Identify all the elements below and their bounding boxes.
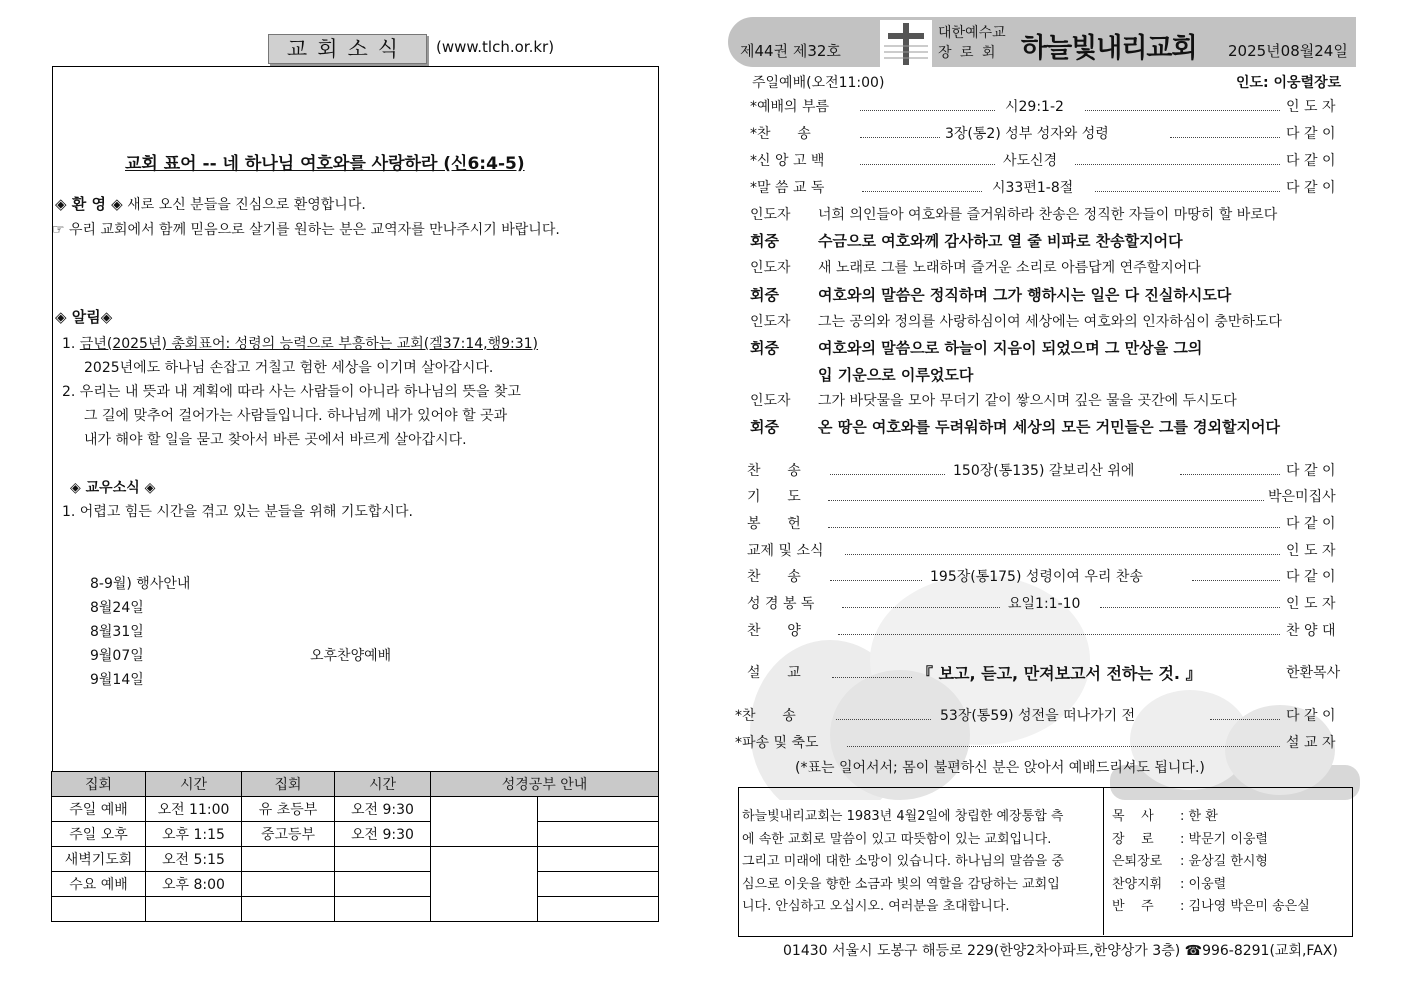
order-by: 다 같 이 <box>1286 153 1336 169</box>
table-row <box>52 897 659 922</box>
order-label: *말 씀 교 독 <box>750 180 825 196</box>
leader-dots <box>1075 164 1280 165</box>
staff-row <box>1112 806 1310 829</box>
order-label: 기 도 <box>747 489 801 505</box>
table-row <box>52 872 659 897</box>
order-by: 다 같 이 <box>1286 463 1336 479</box>
order-by: 설 교 자 <box>1286 735 1336 751</box>
reading-text: 그는 공의와 정의를 사랑하심이여 세상에는 여호와의 인자하심이 충만하도다 <box>818 314 1282 330</box>
leader-dots <box>1180 474 1280 475</box>
intro-line: 니다. 안심하고 오십시오. 여러분을 초대합니다. <box>742 899 1010 914</box>
table-header: 시간 <box>146 772 242 797</box>
table-cell <box>52 897 146 922</box>
order-label: *신 앙 고 백 <box>750 153 825 169</box>
reading-role: 회중 <box>750 339 779 357</box>
order-content: 사도신경 <box>1003 153 1058 169</box>
leader-dots <box>1100 607 1280 608</box>
table-cell <box>538 822 659 847</box>
order-label: *찬 송 <box>735 708 796 724</box>
staff-row <box>1112 896 1310 919</box>
event-date: 8월31일 <box>90 624 144 640</box>
table-cell: 오전 5:15 <box>146 847 242 872</box>
order-by: 박은미집사 <box>1268 489 1336 505</box>
reading-role: 인도자 <box>750 393 791 409</box>
order-content: 시33편1-8절 <box>992 180 1074 196</box>
table-cell: 오후 1:15 <box>146 822 242 847</box>
table-cell: 새벽기도회 <box>52 847 146 872</box>
table-cell <box>538 797 659 822</box>
order-by: 다 같 이 <box>1286 708 1336 724</box>
order-content: 3장(통2) 성부 성자와 성령 <box>945 126 1109 142</box>
notice-heading: ◈ 알림◈ <box>55 308 113 326</box>
member-news-heading: ◈ 교우소식 ◈ <box>70 480 156 496</box>
notice-item-1 <box>62 333 538 353</box>
leader-dots <box>1095 191 1280 192</box>
table-cell: 수요 예배 <box>52 872 146 897</box>
order-content: 시29:1-2 <box>1005 99 1064 115</box>
staff-list <box>1112 806 1310 919</box>
table-row <box>52 847 659 872</box>
order-label: 봉 헌 <box>747 516 801 532</box>
leader-dots <box>828 527 1280 528</box>
bulletin-date: 2025년08월24일 <box>1228 42 1348 60</box>
order-label: 찬 송 <box>747 569 801 585</box>
order-by: 인 도 자 <box>1286 596 1336 612</box>
sermon-preacher: 한환목사 <box>1286 665 1341 681</box>
order-by: 인 도 자 <box>1286 99 1336 115</box>
reading-role: 인도자 <box>750 207 791 223</box>
order-by: 다 같 이 <box>1286 516 1336 532</box>
order-by: 다 같 이 <box>1286 569 1336 585</box>
leader-dots <box>862 191 982 192</box>
leader-dots <box>828 500 1264 501</box>
sermon-label: 설 교 <box>747 665 801 681</box>
staff-role: 장 로 <box>1112 831 1154 847</box>
leader-dots <box>860 164 995 165</box>
notice-item-2-line3: 내가 해야 할 일을 묻고 찾아서 바른 곳에서 바르게 살아갑시다. <box>84 432 467 448</box>
reading-text: 여호와의 말씀으로 하늘이 지음이 되었으며 그 만상을 그의 <box>818 339 1203 357</box>
intro-line: 그리고 미래에 대한 소망이 있습니다. 하나님의 말씀을 중 <box>742 854 1064 869</box>
table-cell: 주일 예배 <box>52 797 146 822</box>
leader-dots <box>1192 580 1280 581</box>
table-cell <box>335 872 431 897</box>
staff-names: : 이웅렬 <box>1180 876 1227 892</box>
welcome-heading: ◈ 환 영 ◈ <box>55 195 123 213</box>
table-cell <box>242 897 335 922</box>
table-header: 집회 <box>52 772 146 797</box>
volume-number: 제44권 제32호 <box>740 42 841 60</box>
sermon-title: 『 보고, 듣고, 만져보고서 전하는 것. 』 <box>917 664 1202 683</box>
order-content: 요일1:1-10 <box>1008 596 1081 612</box>
leader-dots <box>830 580 922 581</box>
order-by: 다 같 이 <box>1286 180 1336 196</box>
denomination-line1: 대한예수교 <box>938 25 1006 41</box>
table-header-row <box>52 772 659 797</box>
member-news-item: 1. 어렵고 힘든 시간을 겪고 있는 분들을 위해 기도합시다. <box>62 504 413 520</box>
table-cell: 오전 9:30 <box>335 797 431 822</box>
table-header: 성경공부 안내 <box>431 772 659 797</box>
reading-role: 회중 <box>750 418 779 436</box>
denomination-line2: 장 로 회 <box>938 45 998 61</box>
table-row <box>52 797 659 822</box>
leader-dots <box>860 137 940 138</box>
staff-names: : 김나영 박은미 송은실 <box>1180 899 1310 914</box>
church-address: 01430 서울시 도봉구 해등로 229(한양2차아파트,한양상가 3층) ☎996-8291(교회,FAX) <box>783 943 1338 959</box>
leader-dots <box>832 677 912 678</box>
staff-role: 은퇴장로 <box>1112 854 1163 869</box>
table-cell <box>242 872 335 897</box>
order-label: 교제 및 소식 <box>747 543 824 559</box>
table-cell <box>431 847 538 922</box>
reading-text: 온 땅은 여호와를 두려워하며 세상의 모든 거민들은 그를 경외할지어다 <box>818 418 1280 436</box>
reading-text: 그가 바닷물을 모아 무더기 같이 쌓으시며 깊은 물을 곳간에 두시도다 <box>818 393 1237 409</box>
order-by: 찬 양 대 <box>1286 623 1336 639</box>
church-introduction <box>742 806 1102 919</box>
leader-dots <box>1170 137 1280 138</box>
intro-line: 에 속한 교회로 말씀이 있고 따뜻함이 있는 교회입니다. <box>742 831 1052 847</box>
table-cell <box>335 847 431 872</box>
leader-dots <box>1210 719 1280 720</box>
reading-text: 여호와의 말씀은 정직하며 그가 행하시는 일은 다 진실하시도다 <box>818 286 1232 304</box>
reading-role: 회중 <box>750 286 779 304</box>
table-header: 집회 <box>242 772 335 797</box>
reading-role: 회중 <box>750 232 779 250</box>
staff-row <box>1112 829 1310 852</box>
reading-text: 입 기운으로 이루었도다 <box>818 366 974 384</box>
reading-text: 수금으로 여호와께 감사하고 열 줄 비파로 찬송할지어다 <box>818 232 1183 250</box>
welcome-text: 새로 오신 분들을 진심으로 환영합니다. <box>127 197 366 213</box>
order-content: 150장(통135) 갈보리산 위에 <box>953 463 1135 479</box>
reading-text: 새 노래로 그를 노래하며 즐거운 소리로 아름답게 연주할지어다 <box>818 260 1201 276</box>
event-date: 9월14일 <box>90 672 144 688</box>
welcome-invite: ☞ 우리 교회에서 함께 믿음으로 살기를 원하는 분은 교역자를 만나주시기 바랍니다. <box>52 222 560 238</box>
church-motto: 교회 표어 -- 네 하나님 여호와를 사랑하라 (신6:4-5) <box>125 154 525 174</box>
table-cell <box>538 872 659 897</box>
staff-role: 찬양지휘 <box>1112 876 1163 892</box>
table-cell: 오전 11:00 <box>146 797 242 822</box>
table-cell <box>242 847 335 872</box>
notice-item-2-line2: 그 길에 맞추어 걸어가는 사람들입니다. 하나님께 내가 있어야 할 곳과 <box>84 408 508 424</box>
table-cell: 오후 8:00 <box>146 872 242 897</box>
leader-dots <box>847 746 1280 747</box>
staff-names: : 한 환 <box>1180 809 1218 824</box>
table-header: 시간 <box>335 772 431 797</box>
church-name: 하늘빛내리교회 <box>1021 33 1197 64</box>
events-title: 8-9월) 행사안내 <box>90 576 191 592</box>
staff-names: : 박문기 이웅렬 <box>1180 831 1268 847</box>
info-divider <box>1103 787 1104 935</box>
service-leader: 인도: 이웅렬장로 <box>1236 75 1342 91</box>
leader-dots <box>830 474 945 475</box>
table-cell <box>431 797 538 847</box>
table-cell: 주일 오후 <box>52 822 146 847</box>
intro-line: 심으로 이웃을 향한 소금과 빛의 역할을 감당하는 교회입 <box>742 876 1060 892</box>
leader-dots <box>860 110 995 111</box>
staff-role: 목 사 <box>1112 809 1154 824</box>
table-cell <box>538 847 659 872</box>
table-cell <box>146 897 242 922</box>
intro-line: 하늘빛내리교회는 1983년 4월2일에 창립한 예장통합 측 <box>742 809 1064 824</box>
leader-dots <box>838 634 1280 635</box>
reading-role: 인도자 <box>750 260 791 276</box>
order-by: 다 같 이 <box>1286 126 1336 142</box>
event-text: 오후찬양예배 <box>310 648 392 664</box>
order-label: *예배의 부름 <box>750 99 830 115</box>
event-date: 9월07일 <box>90 648 144 664</box>
order-by: 인 도 자 <box>1286 543 1336 559</box>
leader-dots <box>845 554 1280 555</box>
event-date: 8월24일 <box>90 600 144 616</box>
standing-note: (*표는 일어서서; 몸이 불편하신 분은 앉아서 예배드리셔도 됩니다.) <box>795 760 1205 776</box>
table-cell: 오전 9:30 <box>335 822 431 847</box>
service-name: 주일예배(오전11:00) <box>752 75 885 91</box>
order-label: 찬 송 <box>747 463 801 479</box>
notice-item-1-detail: 2025년에도 하나님 손잡고 거칠고 험한 세상을 이기며 살아갑시다. <box>84 360 494 376</box>
staff-row <box>1112 851 1310 874</box>
reading-role: 인도자 <box>750 314 791 330</box>
leader-dots <box>836 719 931 720</box>
order-label: 성 경 봉 독 <box>747 596 815 612</box>
order-content: 195장(통175) 성령이여 우리 찬송 <box>930 569 1143 585</box>
notice-item-2: 2. 우리는 내 뜻과 내 계획에 따라 사는 사람들이 아니라 하나님의 뜻을 찾고 <box>62 384 521 400</box>
staff-role: 반 주 <box>1112 899 1154 914</box>
website-url[interactable]: (www.tlch.or.kr) <box>436 38 555 56</box>
cross-icon <box>880 20 932 68</box>
table-cell: 중고등부 <box>242 822 335 847</box>
table-cell <box>335 897 431 922</box>
reading-text: 너희 의인들아 여호와를 즐거워하라 찬송은 정직한 자들이 마땅히 할 바로다 <box>818 207 1278 223</box>
notice-item-1-number: 1. <box>62 336 80 352</box>
staff-row <box>1112 874 1310 897</box>
table-row <box>52 822 659 847</box>
leader-dots <box>842 607 1000 608</box>
order-content: 53장(통59) 성전을 떠나가기 전 <box>940 708 1136 724</box>
staff-names: : 윤상길 한시형 <box>1180 854 1268 869</box>
order-label: *찬 송 <box>750 126 811 142</box>
schedule-table <box>51 771 659 922</box>
notice-item-1-motto: 금년(2025년) 총회표어: 성령의 능력으로 부흥하는 교회(겔37:14,행9:31) <box>79 336 539 352</box>
table-cell <box>538 897 659 922</box>
table-cell: 유 초등부 <box>242 797 335 822</box>
news-title: 교회소식 <box>268 34 427 64</box>
order-label: 찬 양 <box>747 623 801 639</box>
order-label: *파송 및 축도 <box>735 735 819 751</box>
leader-dots <box>1085 110 1280 111</box>
welcome-section <box>55 193 366 214</box>
